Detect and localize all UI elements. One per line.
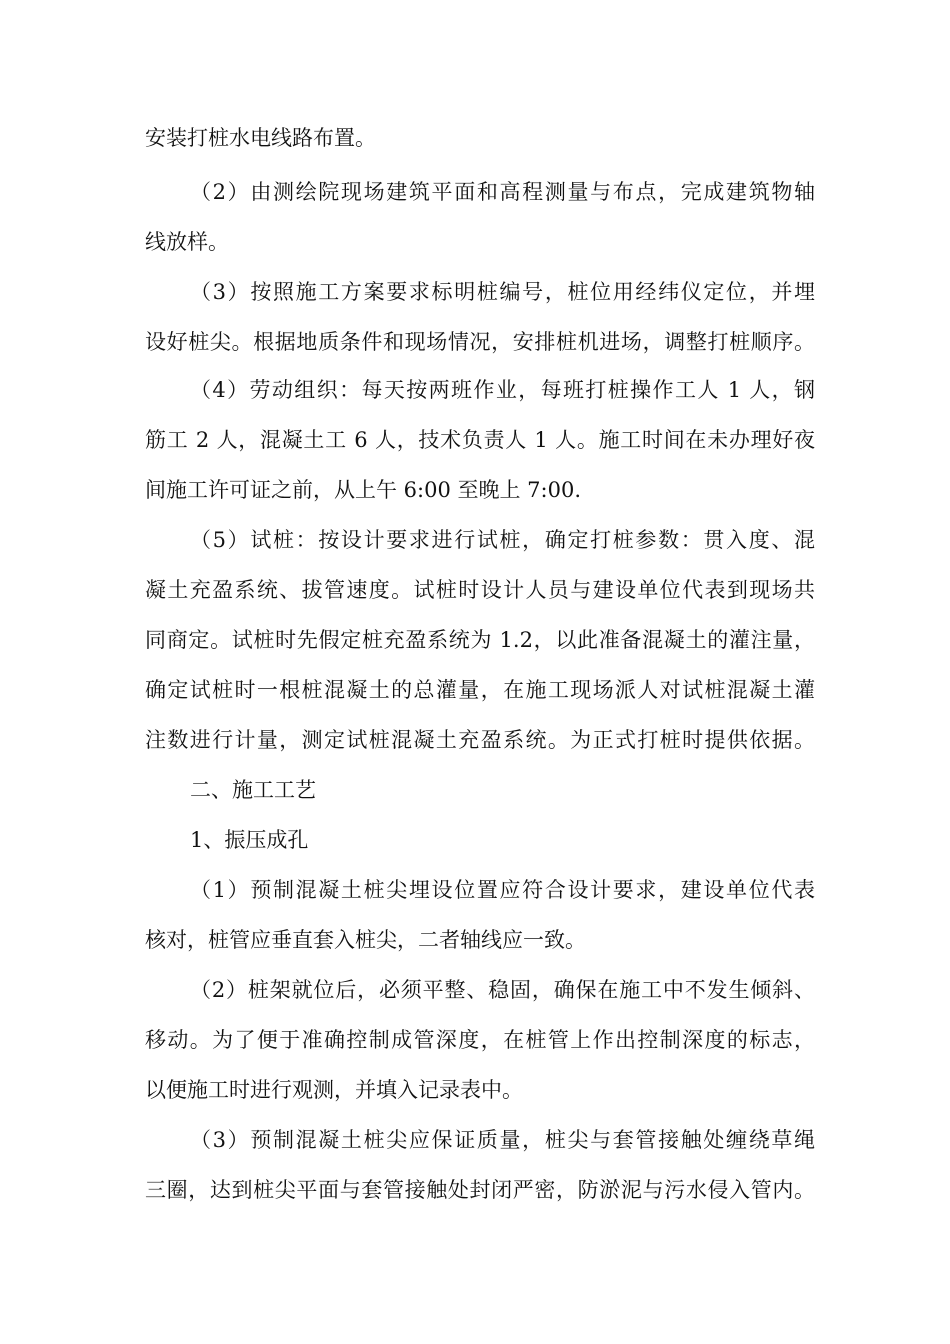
text-line-20: 以便施工时进行观测，并填入记录表中。: [145, 1078, 523, 1102]
text-line-11: 同商定。试桩时先假定桩充盈系统为 1.2，以此准备混凝土的灌注量，: [145, 628, 815, 652]
text-line-5: 设好桩尖。根据地质条件和现场情况，安排桩机进场，调整打桩顺序。: [145, 330, 815, 354]
text-line-2: （2）由测绘院现场建筑平面和高程测量与布点，完成建筑物轴: [190, 180, 815, 204]
text-line-9: （5）试桩：按设计要求进行试桩，确定打桩参数：贯入度、混: [190, 528, 815, 552]
text-line-16: （1）预制混凝土桩尖埋设位置应符合设计要求，建设单位代表: [190, 878, 815, 902]
text-line-12: 确定试桩时一根桩混凝土的总灌量，在施工现场派人对试桩混凝土灌: [145, 678, 815, 702]
section-heading: 二、施工工艺: [190, 778, 316, 802]
text-line-3: 线放样。: [145, 230, 229, 254]
text-line-6: （4）劳动组织：每天按两班作业，每班打桩操作工人 1 人，钢: [190, 378, 815, 402]
text-line-4: （3）按照施工方案要求标明桩编号，桩位用经纬仪定位，并埋: [190, 280, 815, 304]
subsection-heading: 1、振压成孔: [190, 828, 309, 852]
text-line-13: 注数进行计量，测定试桩混凝土充盈系统。为正式打桩时提供依据。: [145, 728, 815, 752]
text-line-8: 间施工许可证之前，从上午 6:00 至晚上 7:00.: [145, 478, 582, 502]
text-line-1: 安装打桩水电线路布置。: [145, 126, 376, 150]
text-line-18: （2）桩架就位后，必须平整、稳固，确保在施工中不发生倾斜、: [190, 978, 815, 1002]
text-line-22: 三圈，达到桩尖平面与套管接触处封闭严密，防淤泥与污水侵入管内。: [145, 1178, 815, 1202]
text-line-10: 凝土充盈系统、拔管速度。试桩时设计人员与建设单位代表到现场共: [145, 578, 815, 602]
text-line-17: 核对，桩管应垂直套入桩尖，二者轴线应一致。: [145, 928, 586, 952]
text-line-7: 筋工 2 人，混凝土工 6 人，技术负责人 1 人。施工时间在未办理好夜: [145, 428, 815, 452]
text-line-19: 移动。为了便于准确控制成管深度，在桩管上作出控制深度的标志，: [145, 1028, 815, 1052]
text-line-21: （3）预制混凝土桩尖应保证质量，桩尖与套管接触处缠绕草绳: [190, 1128, 815, 1152]
